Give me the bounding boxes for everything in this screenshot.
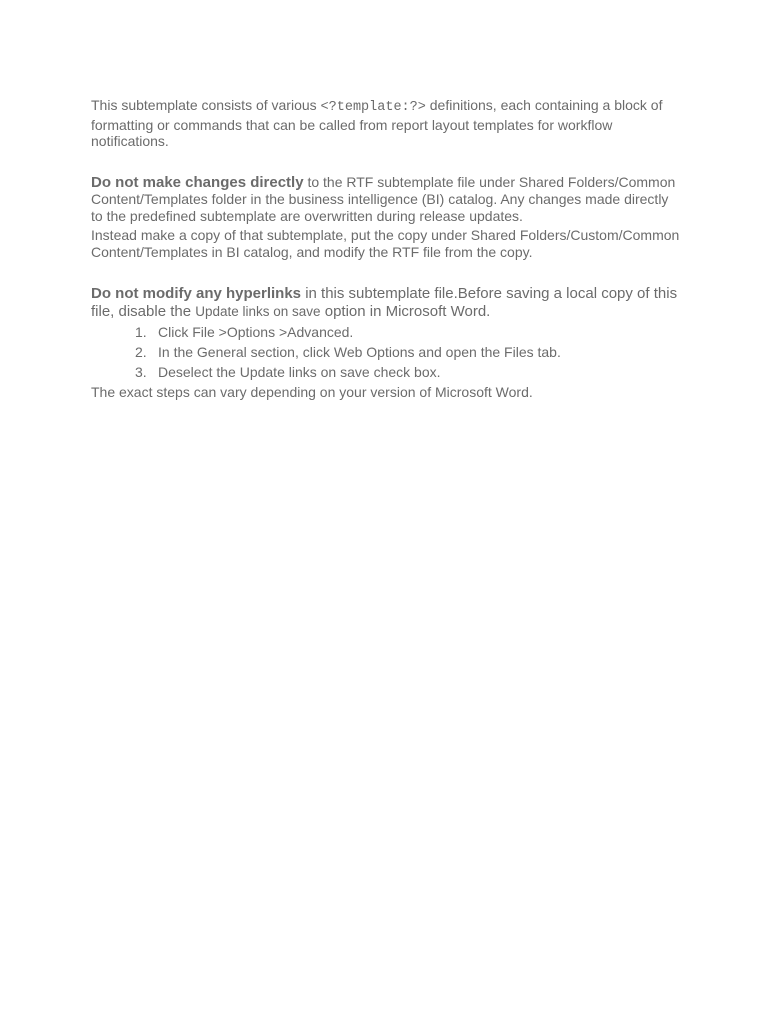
- template-code: <?template:?>: [320, 100, 426, 115]
- hyperlinks-warning-tail: option in Microsoft Word.: [320, 302, 491, 320]
- intro-text-after: definitions, each containing a block of formatting or commands that can be called from report layout templates for workflow notifications.: [91, 97, 663, 149]
- step-number: 2.: [135, 344, 147, 360]
- hyperlinks-warning-text: in this subtemplate file.Before saving a local copy of this file, disable the: [91, 285, 678, 320]
- instead-paragraph: Instead make a copy of that subtemplate, put the copy under Shared Folders/Custom/Common Content/Templates in BI catalog, and modify the RTF file from the copy.: [91, 227, 680, 260]
- step-text: In the General section, click Web Options and open the Files tab.: [158, 344, 561, 360]
- list-item: [91, 362, 681, 382]
- list-item: [91, 322, 681, 342]
- list-item: [91, 342, 681, 362]
- step-number: 1.: [135, 324, 147, 340]
- changes-warning-paragraph: [91, 174, 681, 225]
- document-body: [91, 97, 681, 401]
- step-text: Deselect the Update links on save check box.: [158, 364, 441, 380]
- intro-text-before: This subtemplate consists of various: [91, 97, 321, 113]
- step-text: Click File >Options >Advanced.: [158, 324, 354, 340]
- changes-warning-text: to the RTF subtemplate file under Shared Folders/Common Content/Templates folder in the business intelligence (BI) catalog. Any changes made directly to the predefined subtemplate are overwritten during release updates.: [91, 173, 676, 224]
- step-number: 3.: [135, 364, 147, 380]
- hyperlinks-warning-paragraph: [91, 285, 681, 320]
- steps-list: [91, 322, 681, 382]
- intro-paragraph: [91, 97, 681, 150]
- hyperlinks-warning-lead: Do not modify any hyperlinks: [91, 285, 302, 302]
- changes-warning-lead: Do not make changes directly: [91, 173, 304, 191]
- footer-note: The exact steps can vary depending on your version of Microsoft Word.: [91, 384, 533, 400]
- option-name: Update links on save: [195, 303, 321, 319]
